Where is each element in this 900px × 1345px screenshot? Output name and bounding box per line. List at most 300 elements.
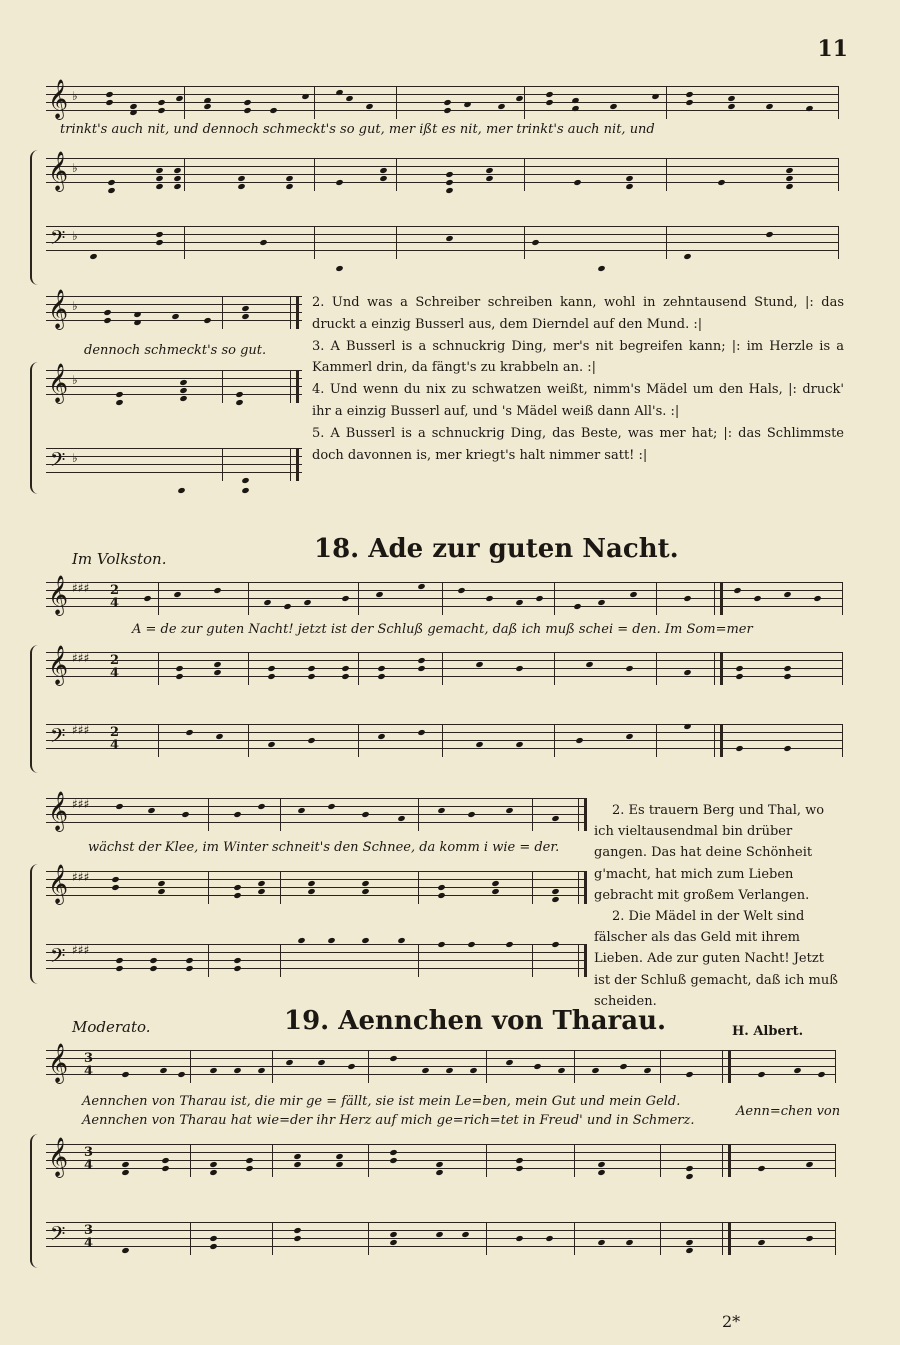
note-head — [209, 1243, 217, 1250]
note-head — [121, 1071, 129, 1078]
lyric-line: dennoch schmeckt's so gut. — [84, 343, 267, 358]
note-head — [475, 741, 483, 748]
note-head — [245, 1165, 253, 1172]
note-head — [361, 811, 369, 818]
note-head — [115, 965, 123, 972]
note-head — [783, 665, 791, 672]
grand-staff-brace — [30, 864, 38, 984]
note-head — [733, 587, 741, 594]
song-title — [284, 1006, 666, 1036]
bar-line — [248, 652, 249, 685]
note-head — [233, 892, 241, 899]
note-head — [515, 1157, 523, 1164]
bar-line — [190, 1050, 191, 1083]
repeat-bar-line — [290, 296, 299, 329]
note-head — [485, 595, 493, 602]
note-head — [173, 167, 181, 174]
note-head — [545, 1235, 553, 1242]
note-head — [293, 1227, 301, 1234]
note-head — [515, 95, 523, 102]
sharps-icon: ♯♯♯ — [72, 581, 90, 595]
note-head — [175, 665, 183, 672]
note-head — [379, 175, 387, 182]
bar-line — [280, 944, 281, 977]
repeat-bar-line — [722, 1144, 731, 1177]
verse: 5. A Busserl is a schnuckrig Ding, das Beste, was mer hat; |: das Schlimmste doch davonnen is, mer kriegt's halt nimmer satt! :| — [312, 425, 844, 463]
note-head — [341, 673, 349, 680]
flat-icon: ♭ — [72, 299, 78, 313]
note-head — [263, 599, 271, 606]
note-head — [175, 95, 183, 102]
bar-line — [842, 724, 843, 757]
note-head — [209, 1161, 217, 1168]
lyric-line: trinkt's auch nit, und dennoch schmeckt's so gut, mer ißt es nit, mer trinkt's auch nit, und — [60, 122, 655, 137]
note-head — [335, 1153, 343, 1160]
note-head — [685, 1165, 693, 1172]
note-head — [783, 591, 791, 598]
treble-clef-icon: 𝄞 — [48, 575, 69, 615]
note-head — [103, 317, 111, 324]
bar-line — [666, 226, 667, 259]
note-head — [443, 99, 451, 106]
note-head — [685, 1239, 693, 1246]
treble-clef-icon: 𝄞 — [48, 363, 69, 403]
note-head — [375, 591, 383, 598]
note-head — [215, 733, 223, 740]
song-name: Aennchen von Tharau. — [338, 1006, 667, 1036]
bar-line — [524, 226, 525, 259]
grand-staff-brace — [30, 645, 38, 773]
note-head — [297, 937, 305, 944]
note-head — [303, 599, 311, 606]
tempo-marking: Moderato. — [72, 1018, 151, 1036]
note-head — [557, 1067, 565, 1074]
note-head — [469, 1067, 477, 1074]
bar-line — [222, 370, 223, 403]
note-head — [379, 167, 387, 174]
piano-bass-staff — [46, 944, 586, 976]
bar-line — [280, 798, 281, 831]
bar-line — [314, 86, 315, 119]
note-head — [285, 175, 293, 182]
time-signature: 2 4 — [110, 583, 120, 611]
note-head — [571, 105, 579, 112]
time-signature: 3 4 — [84, 1145, 94, 1173]
bar-line — [660, 1050, 661, 1083]
note-head — [235, 399, 243, 406]
bar-line — [656, 582, 657, 615]
note-head — [625, 665, 633, 672]
note-head — [445, 187, 453, 194]
repeat-bar-line — [722, 1050, 731, 1083]
bass-clef-icon: 𝄢 — [50, 448, 66, 476]
note-head — [209, 1235, 217, 1242]
note-head — [467, 811, 475, 818]
note-head — [341, 665, 349, 672]
note-head — [491, 888, 499, 895]
note-head — [285, 1059, 293, 1066]
note-head — [497, 103, 505, 110]
note-head — [257, 1067, 265, 1074]
flat-icon: ♭ — [72, 451, 78, 465]
note-head — [185, 965, 193, 972]
note-head — [173, 175, 181, 182]
note-head — [505, 941, 513, 948]
note-head — [377, 673, 385, 680]
note-head — [361, 888, 369, 895]
note-head — [129, 109, 137, 116]
note-head — [461, 1231, 469, 1238]
note-head — [597, 265, 605, 272]
bar-line — [272, 1050, 273, 1083]
note-head — [551, 888, 559, 895]
treble-staff — [46, 791, 586, 831]
lyric-line: Aenn=chen von — [736, 1104, 841, 1119]
bar-line — [574, 1222, 575, 1255]
song-name: Ade zur guten Nacht. — [368, 534, 679, 564]
bar-line — [280, 871, 281, 904]
note-head — [573, 603, 581, 610]
note-head — [155, 183, 163, 190]
note-head — [175, 673, 183, 680]
bar-line — [314, 158, 315, 191]
note-head — [179, 387, 187, 394]
lyric-line: wächst der Klee, im Winter schneit's den Schnee, da komm i wie = der. — [88, 840, 560, 855]
note-head — [437, 807, 445, 814]
note-head — [241, 477, 249, 484]
repeat-bar-line — [578, 798, 587, 831]
note-head — [783, 673, 791, 680]
note-head — [389, 1231, 397, 1238]
note-head — [651, 93, 659, 100]
note-head — [591, 1067, 599, 1074]
note-head — [147, 807, 155, 814]
grand-staff-brace — [30, 1134, 38, 1268]
bar-line — [368, 1050, 369, 1083]
note-head — [361, 937, 369, 944]
bar-line — [184, 226, 185, 259]
note-head — [365, 103, 373, 110]
note-head — [107, 187, 115, 194]
bar-line — [486, 1222, 487, 1255]
note-head — [173, 183, 181, 190]
note-head — [783, 745, 791, 752]
note-head — [625, 1239, 633, 1246]
verses-block — [594, 800, 844, 1012]
note-head — [237, 183, 245, 190]
verse: 4. Und wenn du nix zu schwatzen weißt, nimm's Mädel um den Hals, |: druck' ihr a einzig Busserl auf, und 's Mädel weiß dann All's. :| — [312, 382, 844, 419]
note-head — [157, 107, 165, 114]
note-head — [389, 1149, 397, 1156]
composer: H. Albert. — [732, 1024, 804, 1039]
note-head — [597, 1169, 605, 1176]
note-head — [149, 957, 157, 964]
treble-clef-icon: 𝄞 — [48, 289, 69, 329]
repeat-bar-line — [290, 370, 299, 403]
bar-line — [418, 798, 419, 831]
bar-line — [184, 158, 185, 191]
note-head — [505, 807, 513, 814]
piano-treble-staff — [46, 645, 843, 685]
bar-line — [418, 944, 419, 977]
note-head — [515, 741, 523, 748]
note-head — [155, 175, 163, 182]
note-head — [105, 99, 113, 106]
note-head — [233, 957, 241, 964]
note-head — [765, 103, 773, 110]
note-head — [177, 1071, 185, 1078]
note-head — [817, 1071, 825, 1078]
note-head — [245, 1157, 253, 1164]
note-head — [463, 101, 471, 108]
note-head — [443, 107, 451, 114]
note-head — [121, 1161, 129, 1168]
bar-line — [574, 1144, 575, 1177]
bar-line — [272, 1144, 273, 1177]
note-head — [133, 319, 141, 326]
bar-line — [656, 724, 657, 757]
note-head — [445, 171, 453, 178]
page-number: 11 — [817, 36, 848, 62]
note-head — [685, 99, 693, 106]
repeat-bar-line — [714, 724, 723, 757]
note-head — [89, 253, 97, 260]
bar-line — [842, 652, 843, 685]
bar-line — [524, 158, 525, 191]
note-head — [625, 183, 633, 190]
note-head — [417, 665, 425, 672]
note-head — [267, 741, 275, 748]
note-head — [121, 1247, 129, 1254]
note-head — [307, 737, 315, 744]
note-head — [157, 99, 165, 106]
bar-line — [190, 1222, 191, 1255]
note-head — [435, 1169, 443, 1176]
note-head — [683, 723, 691, 730]
bar-line — [248, 724, 249, 757]
note-head — [515, 1165, 523, 1172]
bar-line — [358, 652, 359, 685]
note-head — [551, 896, 559, 903]
note-head — [551, 815, 559, 822]
note-head — [545, 99, 553, 106]
note-head — [585, 661, 593, 668]
sharps-icon: ♯♯♯ — [72, 870, 90, 884]
note-head — [103, 309, 111, 316]
piano-treble-staff — [46, 1137, 836, 1177]
bar-line — [842, 582, 843, 615]
bar-line — [222, 448, 223, 481]
note-head — [619, 1063, 627, 1070]
note-head — [545, 91, 553, 98]
note-head — [805, 105, 813, 112]
piano-treble-staff — [46, 363, 302, 403]
note-head — [155, 167, 163, 174]
note-head — [533, 1063, 541, 1070]
note-head — [133, 311, 141, 318]
note-head — [785, 167, 793, 174]
bar-line — [442, 582, 443, 615]
note-head — [307, 673, 315, 680]
bar-line — [314, 226, 315, 259]
note-head — [467, 941, 475, 948]
note-head — [181, 811, 189, 818]
bar-line — [158, 652, 159, 685]
note-head — [307, 665, 315, 672]
note-head — [757, 1239, 765, 1246]
note-head — [445, 179, 453, 186]
bar-line — [158, 724, 159, 757]
note-head — [233, 1067, 241, 1074]
song-number: 18. — [314, 534, 360, 564]
bar-line — [660, 1222, 661, 1255]
note-head — [115, 957, 123, 964]
note-head — [241, 487, 249, 494]
bar-line — [358, 582, 359, 615]
bar-line — [368, 1222, 369, 1255]
bar-line — [190, 1144, 191, 1177]
note-head — [115, 391, 123, 398]
note-head — [485, 175, 493, 182]
verses-block — [312, 292, 844, 466]
note-head — [683, 253, 691, 260]
note-head — [327, 803, 335, 810]
note-head — [259, 239, 267, 246]
note-head — [161, 1157, 169, 1164]
note-head — [389, 1239, 397, 1246]
note-head — [515, 1235, 523, 1242]
note-head — [143, 595, 151, 602]
note-head — [417, 729, 425, 736]
bar-line — [396, 226, 397, 259]
note-head — [269, 107, 277, 114]
note-head — [335, 265, 343, 272]
repeat-bar-line — [722, 1222, 731, 1255]
note-head — [643, 1067, 651, 1074]
note-head — [625, 733, 633, 740]
note-head — [235, 391, 243, 398]
note-head — [377, 733, 385, 740]
note-head — [727, 103, 735, 110]
bar-line — [656, 652, 657, 685]
treble-clef-icon: 𝄞 — [48, 864, 69, 904]
note-head — [717, 179, 725, 186]
bar-line — [442, 724, 443, 757]
note-head — [685, 91, 693, 98]
bar-line — [418, 871, 419, 904]
note-head — [571, 97, 579, 104]
note-head — [575, 737, 583, 744]
bar-line — [660, 1144, 661, 1177]
note-head — [241, 313, 249, 320]
treble-clef-icon: 𝄞 — [48, 1043, 69, 1083]
bar-line — [486, 1050, 487, 1083]
note-head — [475, 661, 483, 668]
note-head — [389, 1157, 397, 1164]
note-head — [609, 103, 617, 110]
note-head — [203, 103, 211, 110]
note-head — [161, 1165, 169, 1172]
bass-clef-icon: 𝄢 — [50, 226, 66, 254]
bar-line — [248, 582, 249, 615]
bar-line — [666, 86, 667, 119]
note-head — [597, 1239, 605, 1246]
bar-line — [835, 1050, 836, 1083]
bar-line — [396, 86, 397, 119]
note-head — [437, 941, 445, 948]
bass-clef-icon: 𝄢 — [50, 944, 66, 972]
note-head — [389, 1055, 397, 1062]
note-head — [209, 1067, 217, 1074]
treble-staff — [46, 575, 843, 615]
piano-bass-staff — [46, 1222, 836, 1254]
grand-staff-brace — [30, 150, 38, 285]
piano-treble-staff — [46, 864, 586, 904]
note-head — [377, 665, 385, 672]
treble-clef-icon: 𝄞 — [48, 1137, 69, 1177]
repeat-bar-line — [578, 944, 587, 977]
bar-line — [158, 582, 159, 615]
note-head — [293, 1161, 301, 1168]
note-head — [785, 183, 793, 190]
flat-icon: ♭ — [72, 373, 78, 387]
time-signature: 3 4 — [84, 1051, 94, 1079]
note-head — [685, 1247, 693, 1254]
note-head — [115, 803, 123, 810]
note-head — [341, 595, 349, 602]
bar-line — [838, 158, 839, 191]
note-head — [531, 239, 539, 246]
note-head — [805, 1161, 813, 1168]
repeat-bar-line — [578, 871, 587, 904]
note-head — [179, 395, 187, 402]
piano-bass-staff — [46, 724, 843, 756]
bass-clef-icon: 𝄢 — [50, 1222, 66, 1250]
note-head — [173, 591, 181, 598]
bar-line — [272, 1222, 273, 1255]
note-head — [727, 95, 735, 102]
piano-bass-staff — [46, 448, 302, 480]
repeat-bar-line — [714, 582, 723, 615]
note-head — [307, 888, 315, 895]
note-head — [335, 1161, 343, 1168]
bar-line — [368, 1144, 369, 1177]
note-head — [243, 107, 251, 114]
bass-clef-icon: 𝄢 — [50, 724, 66, 752]
note-head — [757, 1071, 765, 1078]
sharps-icon: ♯♯♯ — [72, 943, 90, 957]
note-head — [535, 595, 543, 602]
bar-line — [524, 86, 525, 119]
note-head — [417, 657, 425, 664]
note-head — [457, 587, 465, 594]
note-head — [757, 1165, 765, 1172]
bar-line — [358, 724, 359, 757]
note-head — [203, 317, 211, 324]
time-signature: 3 4 — [84, 1223, 94, 1251]
note-head — [735, 665, 743, 672]
note-head — [683, 595, 691, 602]
note-head — [243, 99, 251, 106]
note-head — [335, 179, 343, 186]
treble-clef-icon: 𝄞 — [48, 151, 69, 191]
repeat-bar-line — [714, 652, 723, 685]
treble-clef-icon: 𝄞 — [48, 645, 69, 685]
song-number: 19. — [284, 1006, 330, 1036]
note-head — [753, 595, 761, 602]
piano-treble-staff — [46, 151, 839, 191]
verse: 2. Es trauern Berg und Thal, wo ich vieltausendmal bin drüber gangen. Das hat deine Schönheit g'macht, hat mich zum Lieben gebracht mit großem Verlangen. — [594, 803, 825, 903]
